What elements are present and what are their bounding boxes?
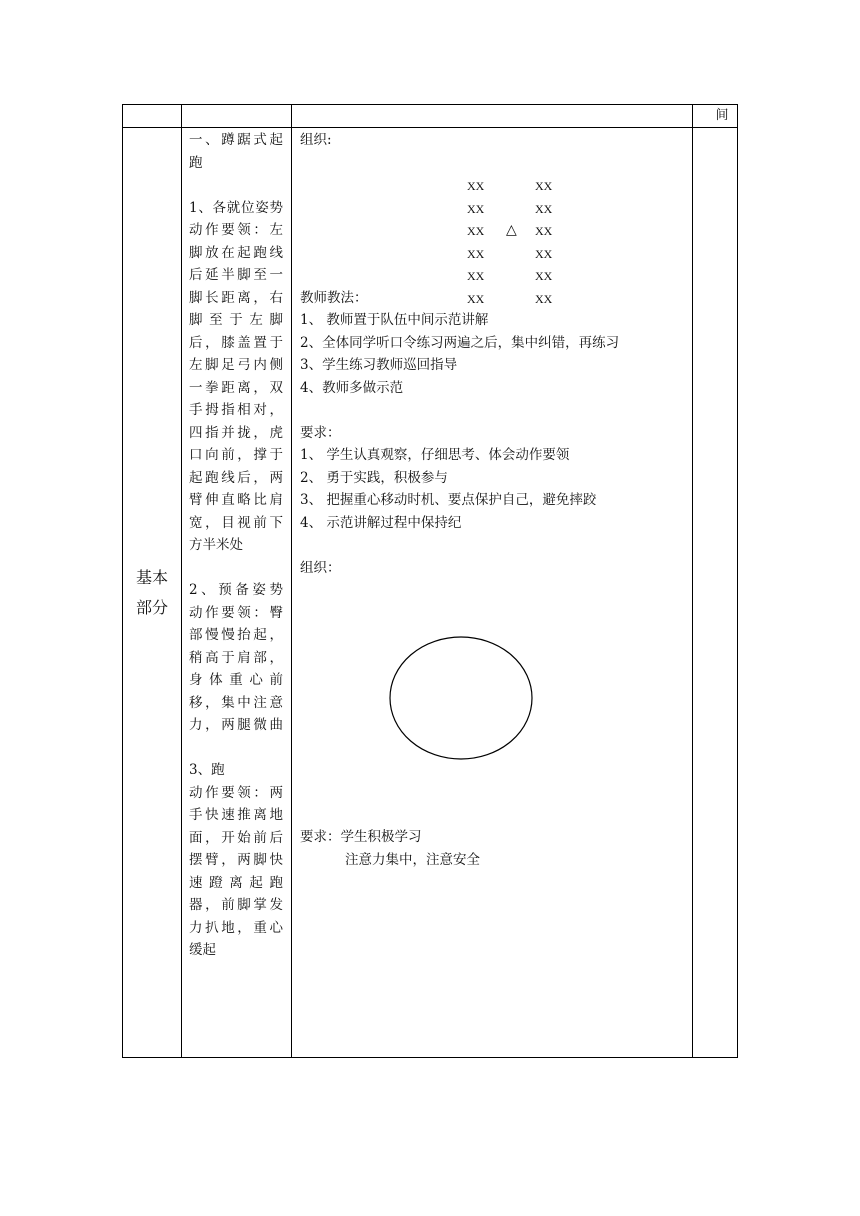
student-marker: XX [535, 179, 553, 193]
content-line: 力扒地，重心 [189, 919, 283, 936]
content-line: 部慢慢抬起， [189, 627, 283, 643]
content-line: 力，两腿微曲 [189, 717, 283, 733]
student-marker: XX [467, 291, 485, 306]
formation-row [460, 220, 560, 243]
content-line: 器，前脚掌发 [189, 897, 283, 913]
content-line: 脚长距离，右 [189, 289, 283, 306]
content-line: 左脚足弓内侧 [189, 357, 283, 373]
student-marker: XX [535, 201, 553, 216]
content-line: 摆臂，两脚快 [189, 852, 283, 868]
requirement-item: 3、 把握重心移动时机、要点保护自己，避免摔跤 [300, 492, 597, 508]
formation-row [460, 288, 560, 311]
student-marker: XX [467, 246, 485, 261]
section-label [123, 563, 181, 623]
teaching-item: 2、全体同学听口令练习两遍之后，集中纠错，再练习 [300, 334, 620, 351]
student-marker: XX [467, 201, 485, 216]
content-line: 动作要领：两 [189, 784, 283, 801]
teaching-item: 4、教师多做示范 [300, 379, 404, 396]
content-line: 身体重心前 [189, 672, 283, 688]
content-column [189, 129, 283, 962]
section-label-line: 部分 [135, 598, 168, 617]
circle-formation-diagram [388, 635, 534, 761]
requirement-item: 4、 示范讲解过程中保持纪 [300, 514, 462, 531]
content-line: 稍高于肩部， [189, 649, 283, 666]
teaching-item: 3、学生练习教师巡回指导 [300, 357, 458, 373]
content-line: 后，膝盖置于 [189, 334, 283, 351]
final-requirement: 注意力集中，注意安全 [345, 851, 480, 868]
requirements-label: 要求： [300, 424, 341, 441]
student-marker: XX [535, 246, 553, 261]
requirement-item: 2、 勇于实践，积极参与 [300, 469, 448, 486]
student-marker: XX [467, 224, 485, 238]
content-line: 四指并拢，虎 [189, 424, 283, 441]
content-line: 动作要领：臀 [189, 604, 283, 621]
content-line: 臂伸直略比肩 [189, 492, 283, 508]
teaching-method-label: 教师教法： [300, 289, 368, 306]
header-row-divider [123, 127, 737, 128]
content-line: 手拇指相对， [189, 402, 283, 418]
content-line: 一拳距离，双 [189, 379, 283, 396]
header-time-cell: 间 [715, 108, 729, 123]
content-line: 脚至于左脚 [189, 312, 283, 328]
content-line: 脚放在起跑线 [189, 244, 283, 261]
content-spacer [189, 557, 283, 580]
col-divider [181, 105, 182, 1057]
content-spacer [189, 174, 283, 197]
requirement-item: 1、 学生认真观察，仔细思考、体会动作要领 [300, 447, 570, 463]
content-line: 跑 [189, 154, 203, 171]
content-line: 移，集中注意 [189, 694, 283, 711]
content-line: 2、预备姿势 [189, 582, 283, 598]
circle-shape [390, 637, 532, 759]
organization-label: 组织: [300, 132, 332, 148]
content-line: 缓起 [189, 942, 216, 958]
student-marker: XX [467, 179, 485, 193]
content-line: 手快速推离地 [189, 807, 283, 823]
lesson-table [122, 104, 738, 1058]
content-line: 一、蹲踞式起 [189, 132, 283, 148]
student-marker: XX [535, 291, 553, 306]
organization-label-2: 组织： [300, 559, 341, 576]
section-label-line: 基本 [135, 568, 168, 587]
content-line: 3、跑 [189, 762, 225, 778]
content-line: 方半米处 [189, 537, 243, 553]
content-line: 宽，目视前下 [189, 514, 283, 531]
formation-row [460, 265, 560, 288]
formation-row [460, 175, 560, 198]
content-spacer [189, 737, 283, 760]
student-marker: XX [535, 269, 553, 283]
teaching-item: 1、 教师置于队伍中间示范讲解 [300, 312, 489, 328]
content-line: 后延半脚至一 [189, 267, 283, 283]
content-line: 起跑线后，两 [189, 469, 283, 486]
student-marker: XX [535, 224, 553, 238]
content-line: 速蹬离起跑 [189, 874, 283, 891]
formation-diagram [460, 175, 560, 310]
formation-row [460, 198, 560, 221]
content-line: 1、各就位姿势 [189, 199, 283, 216]
final-requirement: 要求：学生积极学习 [300, 829, 422, 845]
col-divider [291, 105, 292, 1057]
content-line: 动作要领：左 [189, 222, 283, 238]
content-line: 面，开始前后 [189, 829, 283, 846]
teacher-marker: △ [506, 223, 517, 238]
content-line: 口向前，撑于 [189, 447, 283, 463]
formation-row [460, 243, 560, 266]
student-marker: XX [467, 269, 485, 283]
